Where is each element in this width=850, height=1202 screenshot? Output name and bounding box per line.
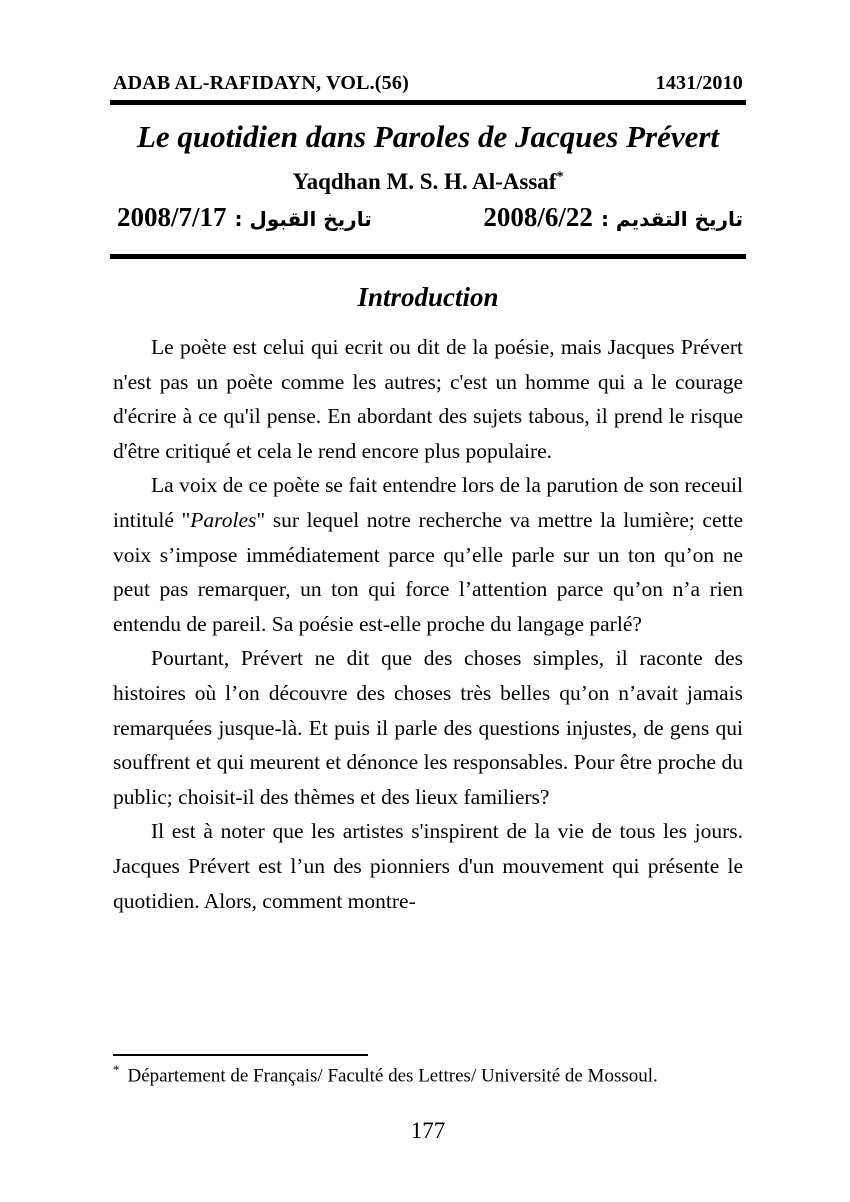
acceptance-date <box>113 202 372 233</box>
footnote-mark: * <box>113 1062 120 1077</box>
footnote-separator <box>113 1054 368 1056</box>
section-heading-introduction: Introduction <box>357 282 499 312</box>
author-line <box>113 169 743 195</box>
paragraph: Le poète est celui qui ecrit ou dit de la poésie, mais Jacques Prévert n'est pas un poète comme les autres; c'est un homme qui a le courage d'écrire à ce qu'il pense. En abordant des sujets tabous, il prend le risque d'être critiqué et cela le rend encore plus populaire. <box>113 335 743 463</box>
footnote-text: Département de Français/ Faculté des Lettres/ Université de Mossoul. <box>127 1065 658 1087</box>
page-header <box>113 72 743 95</box>
article-title: Le quotidien dans Paroles de Jacques Prévert <box>136 119 720 154</box>
paragraph: La voix de ce poète se fait entendre lors de la parution de son receuil intitulé "Paroles" sur lequel notre recherche va mettre la lumière; cette voix s’impose immédiatement parce qu’elle parle sur un ton qu’on ne peut pas remarquer, un ton qui force l’attention parce qu’on n’a rien entendu de pareil. Sa poésie est-elle proche du langage parlé? <box>113 473 744 636</box>
journal-name: ADAB AL-RAFIDAYN, VOL.(56) <box>113 72 409 94</box>
acceptance-date-value: 2008/7/17 <box>117 202 227 232</box>
dates-row <box>113 202 743 233</box>
author-footnote-mark: * <box>556 169 564 185</box>
acceptance-date-label: تاريخ القبول : <box>234 207 372 231</box>
submission-date-value: 2008/6/22 <box>483 202 593 232</box>
footnote <box>113 1062 743 1087</box>
header-rule <box>110 100 746 105</box>
paragraph: Il est à noter que les artistes s'inspirent de la vie de tous les jours. Jacques Prévert est l’un des pionniers d'un mouvement qui présente le quotidien. Alors, comment montre- <box>113 819 743 913</box>
section-rule <box>110 254 746 259</box>
submission-date-label: تاريخ التقديم : <box>600 207 743 231</box>
article-body <box>113 330 743 918</box>
page-number: 177 <box>410 1118 446 1143</box>
paragraph: Pourtant, Prévert ne dit que des choses simples, il raconte des histoires où l’on découvre des choses très belles qu’on n’avait jamais remarquées jusque-là. Et puis il parle des questions injustes, de gens qui souffrent et qui meurent et dénonce les responsables. Pour être proche du public; choisit-il des thèmes et des lieux familiers? <box>113 646 743 809</box>
submission-date <box>479 202 743 233</box>
journal-year: 1431/2010 <box>655 72 743 94</box>
author-name: Yaqdhan M. S. H. Al-Assaf <box>292 169 557 194</box>
